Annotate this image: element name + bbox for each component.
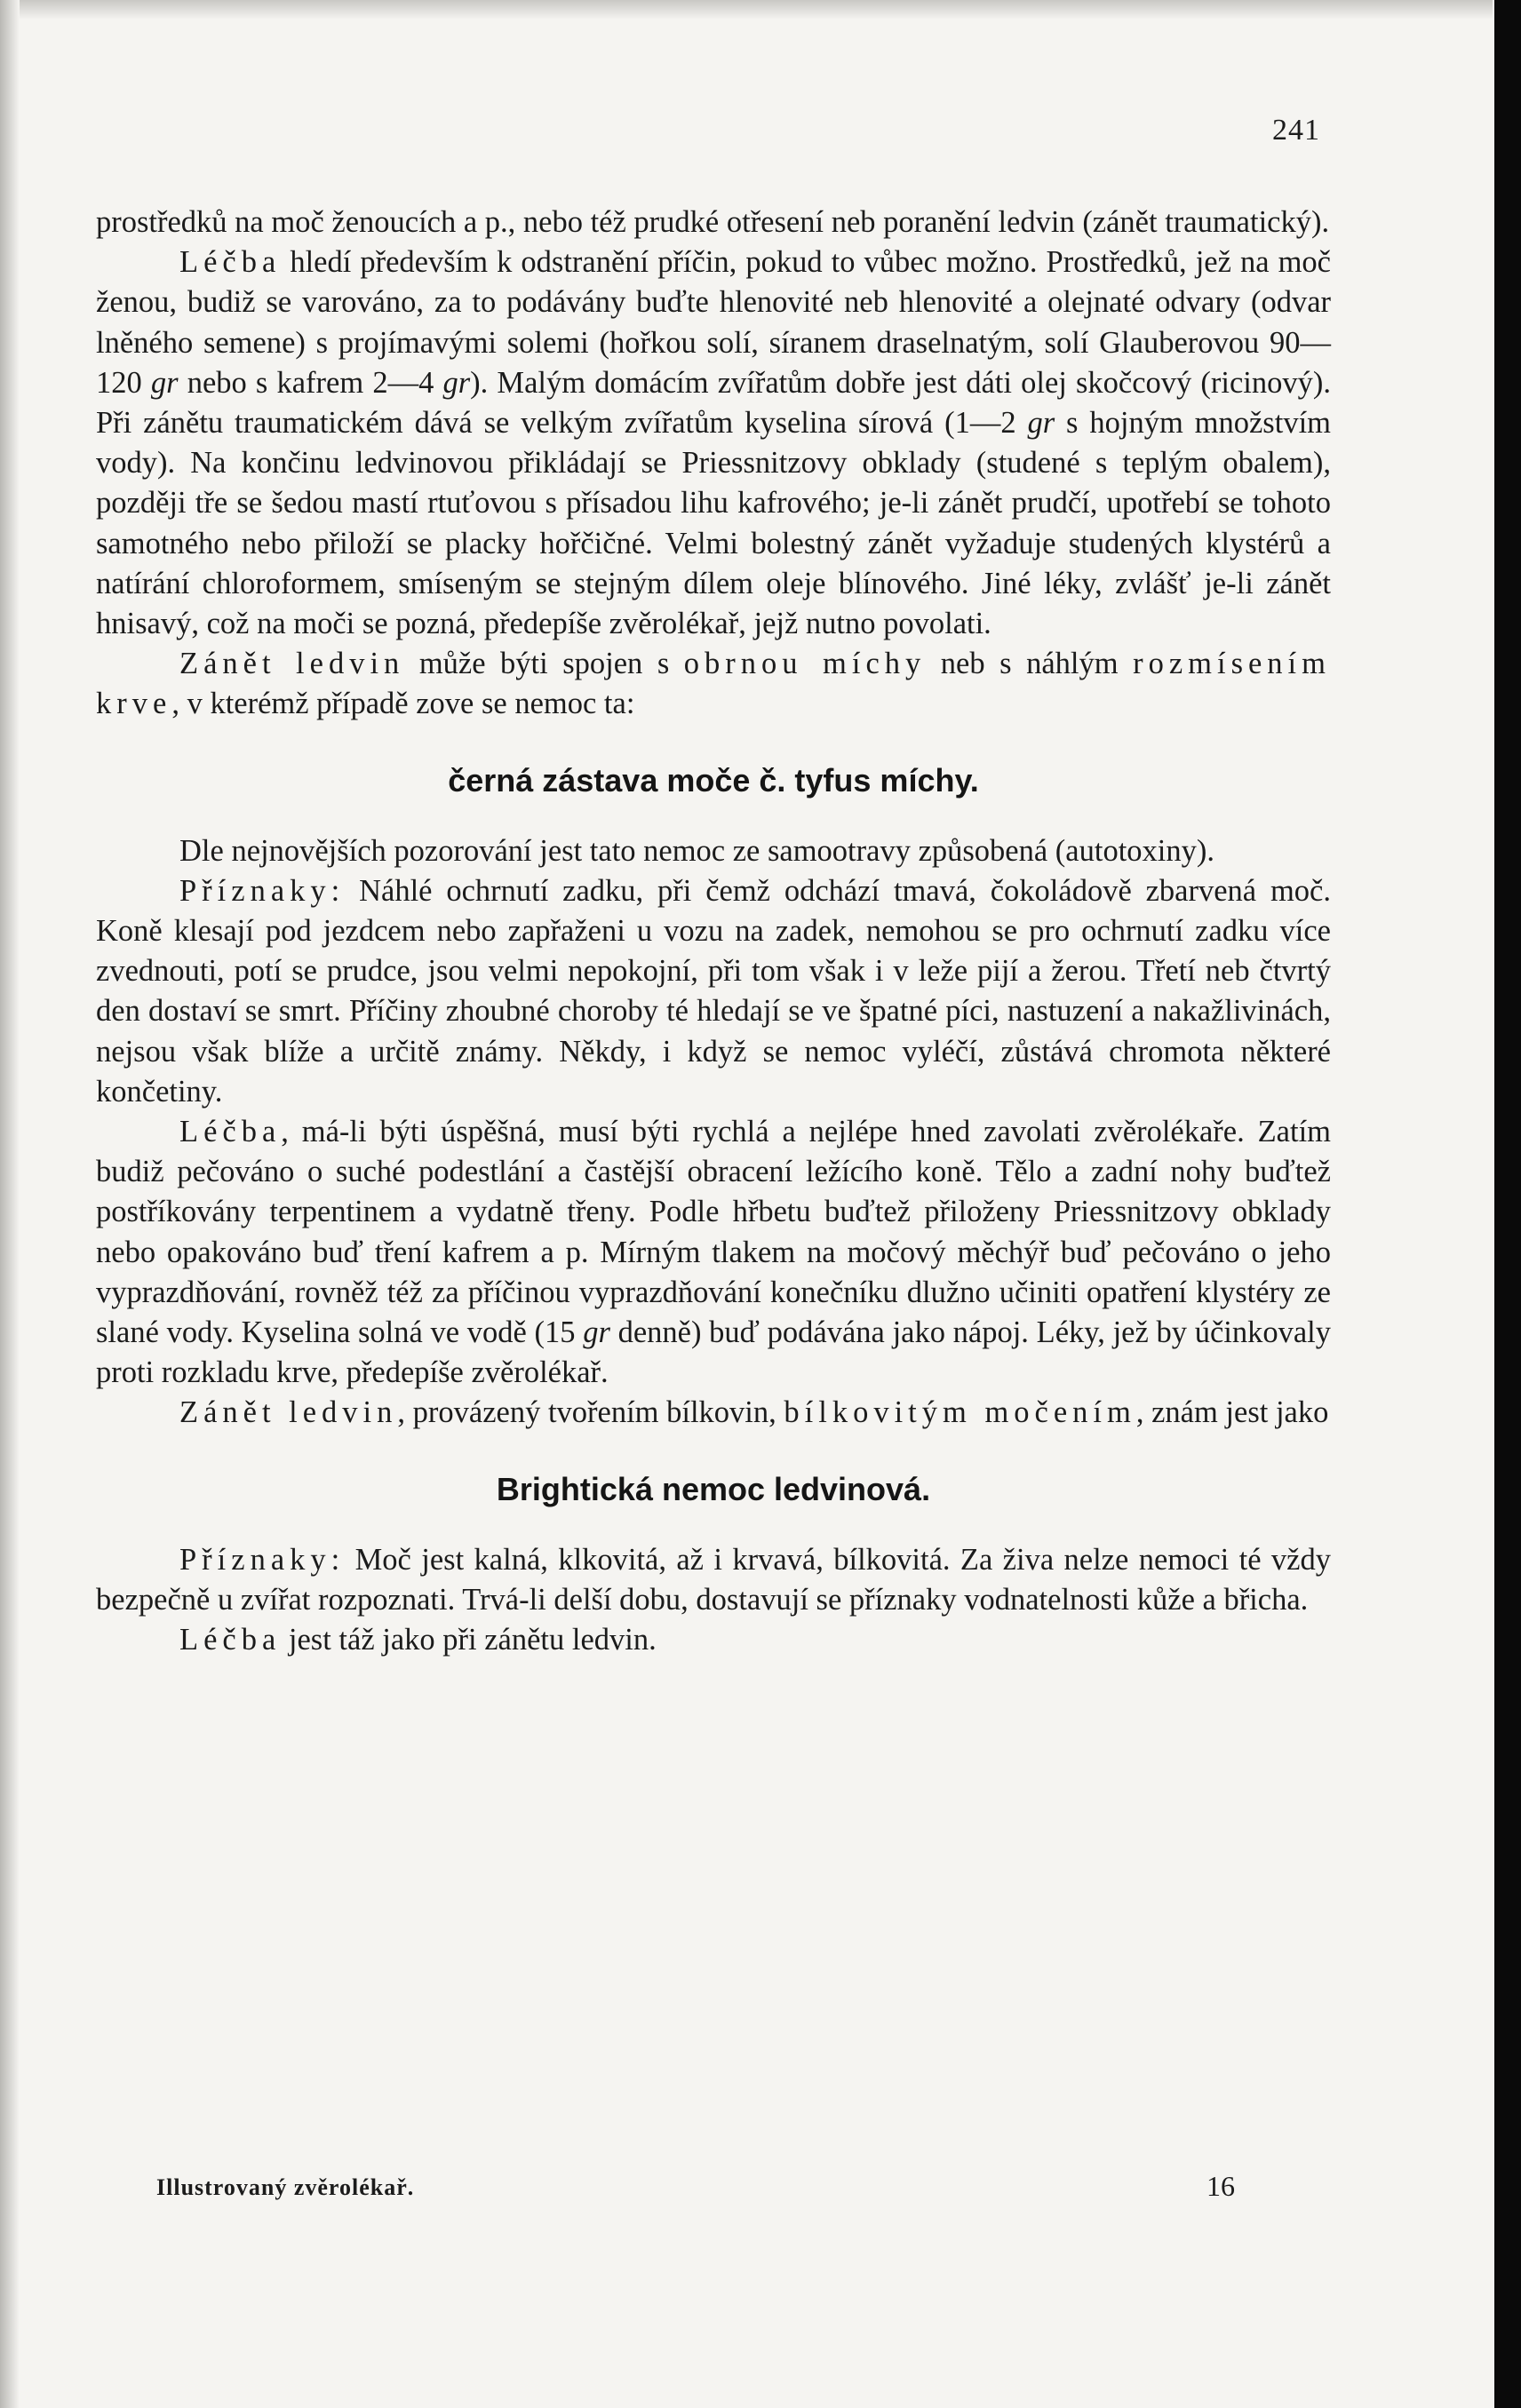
text-run: Moč jest kalná, klkovitá, až i krvavá, bílkovitá. Za živa nelze nemoci té vždy bezpečně u zvířat rozpoznati. Trvá-li delší dobu, dostavují se příznaky vodnatelnosti kůže a břicha. [96,1542,1331,1617]
text-run: prostředků na moč ženoucích a p., nebo též prudké otřesení neb poranění ledvin (zánět traumatický). [96,205,1330,239]
text-run: jest táž jako při zánětu ledvin. [281,1623,657,1657]
spaced-term: Léčba [179,1115,282,1149]
text-run: , znám jest jako [1135,1395,1329,1430]
paragraph [96,1393,1331,1433]
spaced-term: Příznaky: [179,873,346,908]
section-brights-disease [96,1540,1331,1661]
text-run: Náhlé ochrnutí zadku, při čemž odchází tmavá, čokoládově zbarvená moč. Koně klesají pod jezdcem nebo zapřaženi u vozu na zadek, nemohou se pro ochrnutí zadku více zvednouti, potí se prudce, jsou velmi nepokojní, při tom však i v leže pijí a žerou. Třetí neb čtvrtý den dostaví se smrt. Příčiny zhoubné choroby té hledají se ve špatné píci, nastuzení a nakažlivinách, nejsou však blíže a určitě známy. Někdy, i když se nemoc vyléčí, zůstává chromota některé končetiny. [96,873,1331,1109]
spaced-term: bílkovitým močením [784,1395,1136,1430]
unit-abbreviation: gr [583,1315,610,1350]
paragraph [96,242,1331,644]
paragraph [96,831,1331,871]
spaced-term: Zánět ledvin [179,1395,398,1430]
heading-black-urine-retention: černá zástava moče č. tyfus míchy. [448,761,979,799]
text-run: Dle nejnovějších pozorování jest tato nemoc ze samootravy způsobená (autotoxiny). [179,833,1214,868]
unit-abbreviation: gr [1027,406,1055,441]
spaced-term: rozmísením krve [96,647,1331,721]
text-run: nebo s kafrem 2—4 [178,365,443,400]
spaced-term: Zánět ledvin [179,647,405,681]
section-black-urine-retention [96,831,1331,1434]
spaced-term: obrnou míchy [683,647,927,681]
spaced-term: Léčba [179,245,282,280]
text-run: , v kterémž případě zove se nemoc ta: [171,687,635,721]
text-run: hledí především k odstranění příčin, pokud to vůbec možno. Prostředků, jež na moč ženou, budiž se varováno, za to podávány buďte hlenovité neb hlenovité a olejnaté odvary (odvar lněného semene) s projímavými solemi (hořkou solí, síranem draselnatým, solí Glauberovou 90—120 [96,245,1331,400]
paragraph [96,203,1331,242]
footer-signature-number: 16 [1206,2170,1235,2202]
scan-shadow-top [0,0,1493,20]
paragraph [96,1540,1331,1620]
heading-brights-disease: Brightická nemoc ledvinová. [496,1470,931,1507]
section-kidney-inflammation [96,203,1331,725]
paragraph [96,644,1331,724]
scan-black-border [1494,0,1521,2408]
paragraph [96,871,1331,1112]
paragraph [96,1620,1331,1660]
text-run: denně) buď podávána jako nápoj. Léky, jež by účinkovaly proti rozkladu krve, předepíše zvěrolékař. [96,1315,1331,1390]
text-run: , provázený tvořením bílkovin, [397,1395,784,1430]
text-run: může býti spojen s [404,647,684,681]
footer-book-title: Illustrovaný zvěrolékař. [156,2174,415,2200]
spaced-term: Příznaky: [179,1542,346,1577]
paragraph [96,1112,1331,1393]
text-run: s hojným množstvím vody). Na končinu ledvinovou přikládají se Priessnitzovy obklady (studené s teplým obalem), později tře se šedou mastí rtuťovou s přísadou lihu kafrového; je-li zánět prudčí, upotřebí se tohoto samotného nebo přiloží se placky hořčičné. Velmi bolestný zánět vyžaduje studených klystérů a natírání chloroformem, smíseným se stejným dílem oleje blínového. Jiné léky, zvlášť je-li zánět hnisavý, což na moči se pozná, předepíše zvěrolékař, jejž nutno povolati. [96,406,1331,641]
text-run: ). Malým domácím zvířatům dobře jest dáti olej skočcový (ricinový). Při zánětu traumatickém dává se velkým zvířatům kyselina sírová (1—2 [96,365,1331,441]
text-run: neb s náhlým [926,647,1134,681]
spaced-term: Léčba [179,1623,282,1657]
unit-abbreviation: gr [150,365,179,400]
page-number: 241 [1272,114,1320,147]
scan-shadow-left [0,0,20,2408]
text-run: , má-li býti úspěšná, musí býti rychlá a nejlépe hned zavolati zvěrolékaře. Zatím budiž pečováno o suché podestlání a častější obracení ležícího koně. Tělo a zadní nohy buďtež postříkovány terpentinem a vydatně třeny. Podle hřbetu buďtež přiloženy Priessnitzovy obklady nebo opakováno buď tření kafrem a p. Mírným tlakem na močový měchýř buď pečováno o jeho vyprazdňování, rovněž též za příčinou vyprazdňování konečníku dlužno učiniti opatření klystéry ze slané vody. Kyselina solná ve vodě (15 [96,1115,1331,1350]
unit-abbreviation: gr [442,365,471,400]
main-text [96,203,1331,1660]
